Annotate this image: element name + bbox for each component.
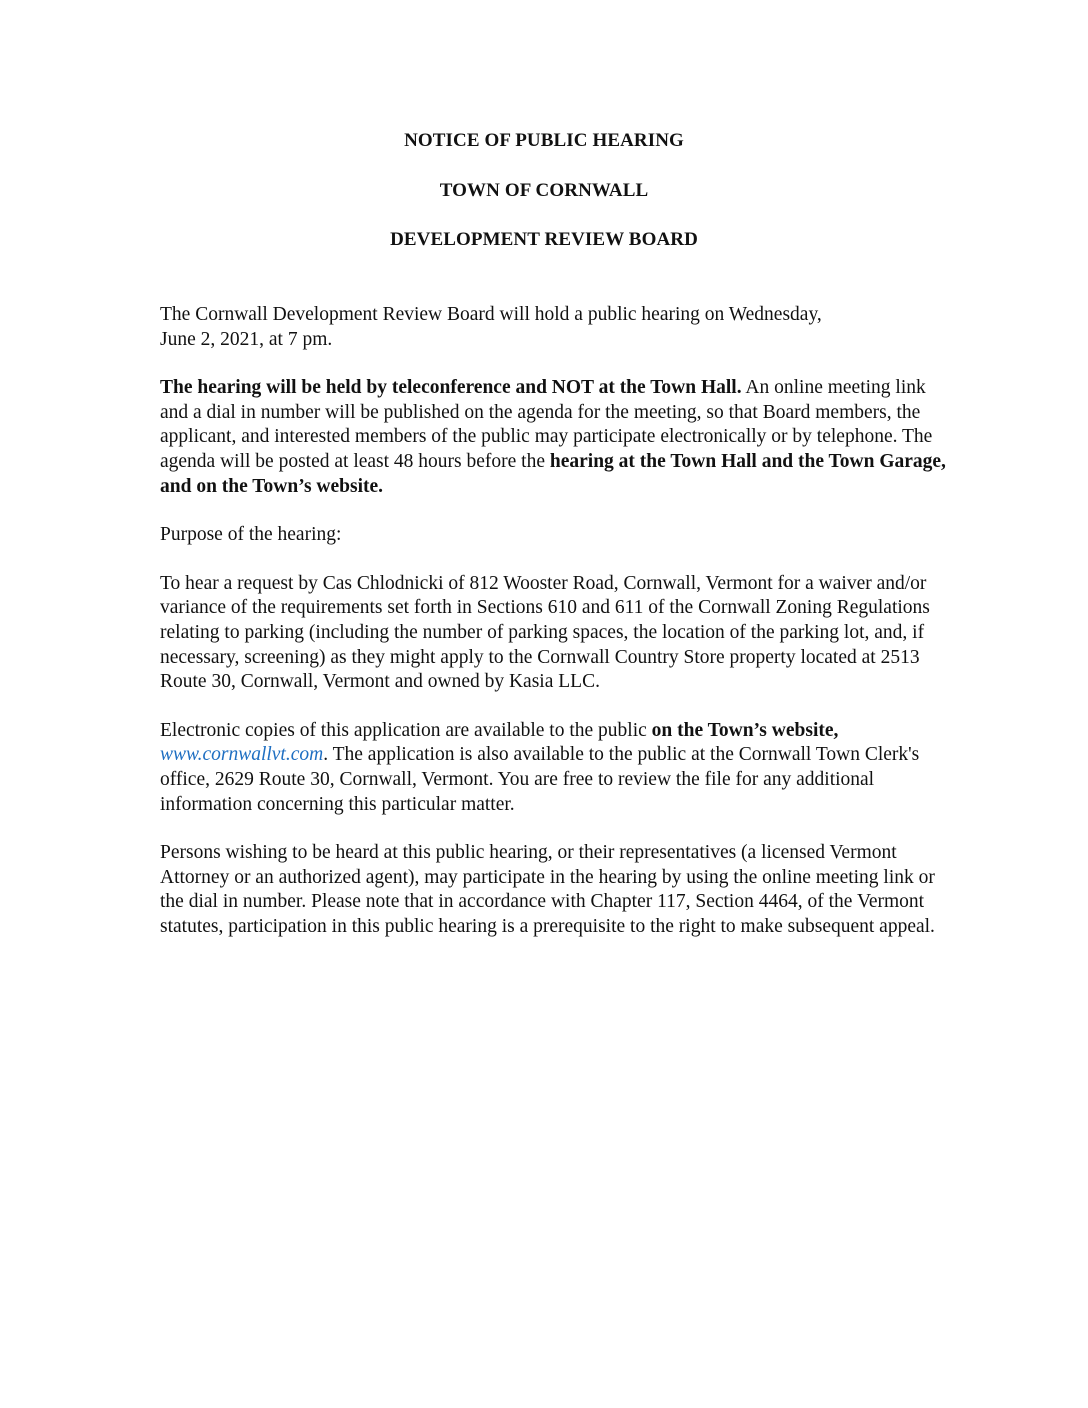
purpose-paragraph: Purpose of the hearing: [160, 524, 342, 546]
electronic-copies-paragraph [160, 719, 950, 817]
town-title: TOWN OF CORNWALL [439, 180, 649, 201]
electronic-bold-text: on the Town’s website, [651, 719, 839, 741]
teleconference-text: An online meeting link and a dial in number will be published on the agenda for the meeting, so that Board members, the applicant, and interested members of the public may participate electronically or by telephone. The agenda will be posted at least 48 hours before the [160, 377, 933, 472]
intro-paragraph [160, 303, 950, 352]
teleconference-bold-text: The hearing will be held by teleconference and NOT at the Town Hall. [160, 377, 742, 399]
electronic-text: Electronic copies of this application are available to the public [160, 719, 652, 741]
electronic-rest-text: . The application is also available to the public at the Cornwall Town Clerk's office, 2629 Route 30, Cornwall, Vermont. You are free to review the file for any additional information concerning this particular matter. [160, 744, 920, 815]
teleconference-bold-end: hearing at the Town Hall and the Town Garage, and on the Town’s website. [160, 450, 946, 497]
notice-body [160, 303, 950, 963]
intro-line-2: June 2, 2021, at 7 pm. [160, 328, 333, 350]
persons-paragraph: Persons wishing to be heard at this public hearing, or their representatives (a licensed Vermont Attorney or an authorized agent), may participate in the hearing by using the online meeting link or the dial in number. Please note that in accordance with Chapter 117, Section 4464, of the Vermont statutes, participation in this public hearing is a prerequisite to the right to make subsequent appeal. [160, 842, 935, 937]
request-paragraph: To hear a request by Cas Chlodnicki of 812 Wooster Road, Cornwall, Vermont for a waiver and/or variance of the requirements set forth in Sections 610 and 611 of the Cornwall Zoning Regulations relating to parking (including the number of parking spaces, the location of the parking lot, and, if necessary, screening) as they might apply to the Cornwall Country Store property located at 2513 Route 30, Cornwall, Vermont and owned by Kasia LLC. [160, 572, 930, 693]
teleconference-paragraph [160, 376, 950, 499]
notice-title: NOTICE OF PUBLIC HEARING [404, 130, 684, 151]
website-link[interactable]: www.cornwallvt.com [160, 744, 324, 766]
board-title: DEVELOPMENT REVIEW BOARD [390, 229, 698, 250]
intro-line-1: The Cornwall Development Review Board will hold a public hearing on Wednesday, [160, 304, 822, 325]
